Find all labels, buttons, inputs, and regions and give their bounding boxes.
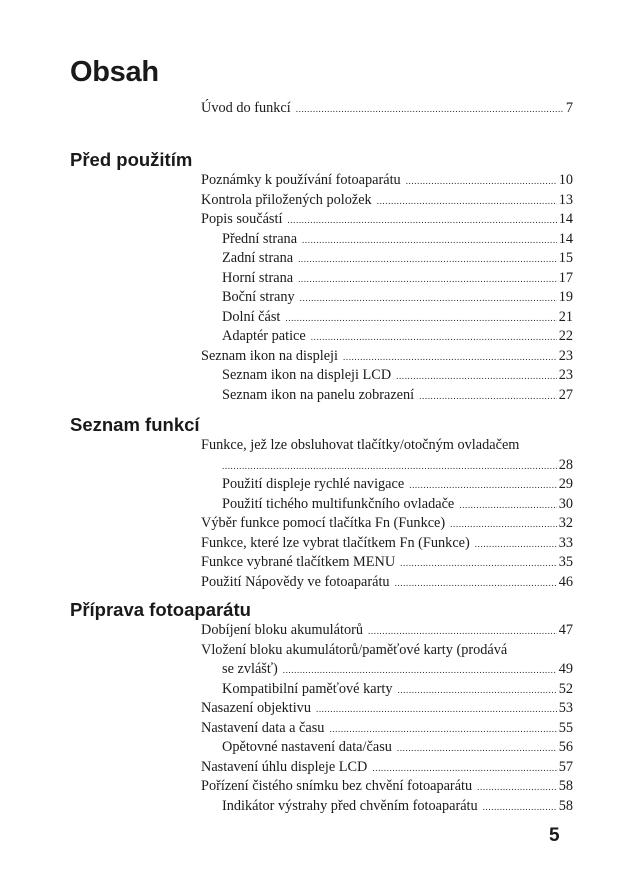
dot-leader	[298, 250, 557, 270]
section-heading: Před použitím	[70, 149, 193, 170]
toc-entry	[201, 436, 573, 456]
toc-entry	[201, 641, 573, 661]
toc-entry-title: Funkce vybrané tlačítkem MENU	[201, 554, 396, 571]
toc-entry-title: Použití tichého multifunkčního ovladače	[222, 495, 455, 512]
toc-entry	[201, 230, 573, 250]
dot-leader	[302, 231, 557, 251]
dot-leader	[395, 574, 557, 594]
section-entries	[201, 171, 573, 406]
toc-entry-title: Úvod do funkcí	[201, 100, 291, 116]
toc-entry	[201, 680, 573, 700]
toc-entry-title: se zvlášť)	[222, 661, 278, 678]
section-heading: Příprava fotoaparátu	[70, 599, 251, 620]
dot-leader	[329, 720, 556, 740]
toc-entry-page: 32	[558, 515, 573, 532]
toc-entry-page: 21	[558, 308, 573, 325]
dot-leader	[450, 515, 557, 535]
section-function-list	[70, 414, 573, 592]
toc-entry-page: 15	[558, 250, 573, 267]
dot-leader	[400, 554, 557, 574]
toc-entry-title: Poznámky k používání fotoaparátu	[201, 172, 401, 188]
toc-entry-title: Nastavení úhlu displeje LCD	[201, 758, 368, 775]
toc-entry-page: 10	[558, 172, 573, 188]
toc-entry-page: 56	[558, 739, 573, 756]
toc-entry-page: 14	[558, 230, 573, 247]
section-entries	[201, 621, 573, 816]
toc-entry	[201, 210, 573, 230]
toc-entry	[201, 366, 573, 386]
dot-leader	[287, 211, 556, 231]
dot-leader	[296, 100, 564, 120]
toc-entry	[201, 456, 573, 476]
toc-entry	[201, 621, 573, 641]
dot-leader	[397, 681, 556, 701]
toc-entry-page: 17	[558, 269, 573, 286]
section-heading: Seznam funkcí	[70, 414, 200, 435]
toc-entry-title: Funkce, jež lze obsluhovat tlačítky/otočným ovladačem	[201, 437, 520, 453]
section-camera-preparation	[70, 599, 573, 816]
dot-leader	[406, 172, 557, 192]
dot-leader	[409, 476, 556, 496]
dot-leader	[477, 778, 557, 798]
toc-entry-page: 28	[558, 456, 573, 473]
toc-entry	[201, 660, 573, 680]
toc-entry-title: Opětovné nastavení data/času	[222, 739, 392, 756]
toc-entry-title: Horní strana	[222, 269, 294, 286]
toc-entry-title: Výběr funkce pomocí tlačítka Fn (Funkce)	[201, 515, 446, 532]
toc-entry-page: 47	[558, 622, 573, 638]
toc-entry-title: Použití displeje rychlé navigace	[222, 476, 405, 493]
toc-entry-title: Seznam ikon na panelu zobrazení	[222, 387, 415, 404]
toc-entry	[201, 758, 573, 778]
toc-entry-page: 13	[558, 191, 573, 208]
toc-entry	[201, 191, 573, 211]
page-number: 5	[549, 825, 560, 846]
toc-entry	[201, 573, 573, 593]
toc-entry	[201, 797, 573, 817]
toc-entry-title: Nasazení objektivu	[201, 700, 311, 717]
toc-entry	[201, 308, 573, 328]
dot-leader	[396, 367, 557, 387]
toc-entry-page: 23	[558, 347, 573, 364]
toc-entry-page: 29	[558, 476, 573, 493]
toc-entry-title: Seznam ikon na displeji LCD	[222, 367, 392, 384]
toc-entry-page: 58	[558, 778, 573, 795]
dot-leader	[459, 496, 556, 516]
toc-entry-page: 46	[558, 573, 573, 590]
toc-entry-page: 23	[558, 367, 573, 384]
dot-leader	[222, 457, 557, 477]
toc-entry	[201, 347, 573, 367]
dot-leader	[343, 348, 557, 368]
toc-entry	[201, 514, 573, 534]
toc-entry-title: Vložení bloku akumulátorů/paměťové karty (prodává	[201, 641, 508, 658]
toc-entry-page: 7	[565, 100, 573, 116]
toc-entry	[201, 495, 573, 515]
dot-leader	[311, 328, 557, 348]
toc-entry-title: Indikátor výstrahy před chvěním fotoaparátu	[222, 797, 478, 814]
toc-entry-title: Seznam ikon na displeji	[201, 347, 338, 364]
dot-leader	[483, 798, 557, 818]
toc-entry	[201, 738, 573, 758]
dot-leader	[372, 759, 556, 779]
toc-entry-title: Boční strany	[222, 289, 295, 306]
toc-entry-title: Adaptér patice	[222, 328, 306, 345]
intro-entries	[201, 99, 573, 119]
toc-entry-page: 33	[558, 534, 573, 551]
toc-entry	[201, 386, 573, 406]
toc-entry	[201, 99, 573, 119]
toc-entry-title: Popis součástí	[201, 211, 283, 228]
toc-entry-title: Dolní část	[222, 308, 281, 325]
toc-entry	[201, 553, 573, 573]
dot-leader	[285, 309, 556, 329]
dot-leader	[377, 192, 557, 212]
toc-entry-title: Kompatibilní paměťové karty	[222, 680, 393, 697]
toc-entry	[201, 699, 573, 719]
toc-entry	[201, 171, 573, 191]
toc-entry-page: 55	[558, 719, 573, 736]
dot-leader	[419, 387, 557, 407]
toc-entry	[201, 269, 573, 289]
toc-entry-page: 14	[558, 211, 573, 228]
page-title: Obsah	[70, 56, 159, 88]
toc-entry	[201, 475, 573, 495]
toc-entry-page: 52	[558, 680, 573, 697]
toc-entry-title: Zadní strana	[222, 250, 294, 267]
toc-entry-page: 58	[558, 797, 573, 814]
dot-leader	[283, 661, 557, 681]
dot-leader	[475, 535, 557, 555]
toc-entry-title: Přední strana	[222, 230, 298, 247]
dot-leader	[298, 270, 557, 290]
toc-entry	[201, 327, 573, 347]
toc-entry-title: Kontrola přiložených položek	[201, 191, 372, 208]
dot-leader	[316, 700, 557, 720]
toc-entry-title: Nastavení data a času	[201, 719, 325, 736]
section-entries	[201, 436, 573, 592]
toc-entry-title: Funkce, které lze vybrat tlačítkem Fn (Funkce)	[201, 534, 470, 551]
toc-entry-page: 53	[558, 700, 573, 717]
toc-entry-page: 19	[558, 289, 573, 306]
toc-entry-page: 49	[558, 661, 573, 678]
toc-entry-page: 27	[558, 387, 573, 404]
dot-leader	[397, 739, 557, 759]
toc-entry-page: 57	[558, 758, 573, 775]
toc-entry-page: 22	[558, 328, 573, 345]
toc-entry	[201, 249, 573, 269]
toc-entry-title: Pořízení čistého snímku bez chvění fotoaparátu	[201, 778, 473, 795]
toc-entry-title: Dobíjení bloku akumulátorů	[201, 622, 364, 638]
dot-leader	[300, 289, 557, 309]
toc-entry	[201, 777, 573, 797]
toc-entry-page: 30	[558, 495, 573, 512]
dot-leader	[368, 622, 557, 642]
toc-entry	[201, 288, 573, 308]
toc-entry-page: 35	[558, 554, 573, 571]
toc-entry	[201, 719, 573, 739]
section-before-use	[70, 149, 573, 406]
toc-entry-title: Použití Nápovědy ve fotoaparátu	[201, 573, 390, 590]
toc-entry	[201, 534, 573, 554]
